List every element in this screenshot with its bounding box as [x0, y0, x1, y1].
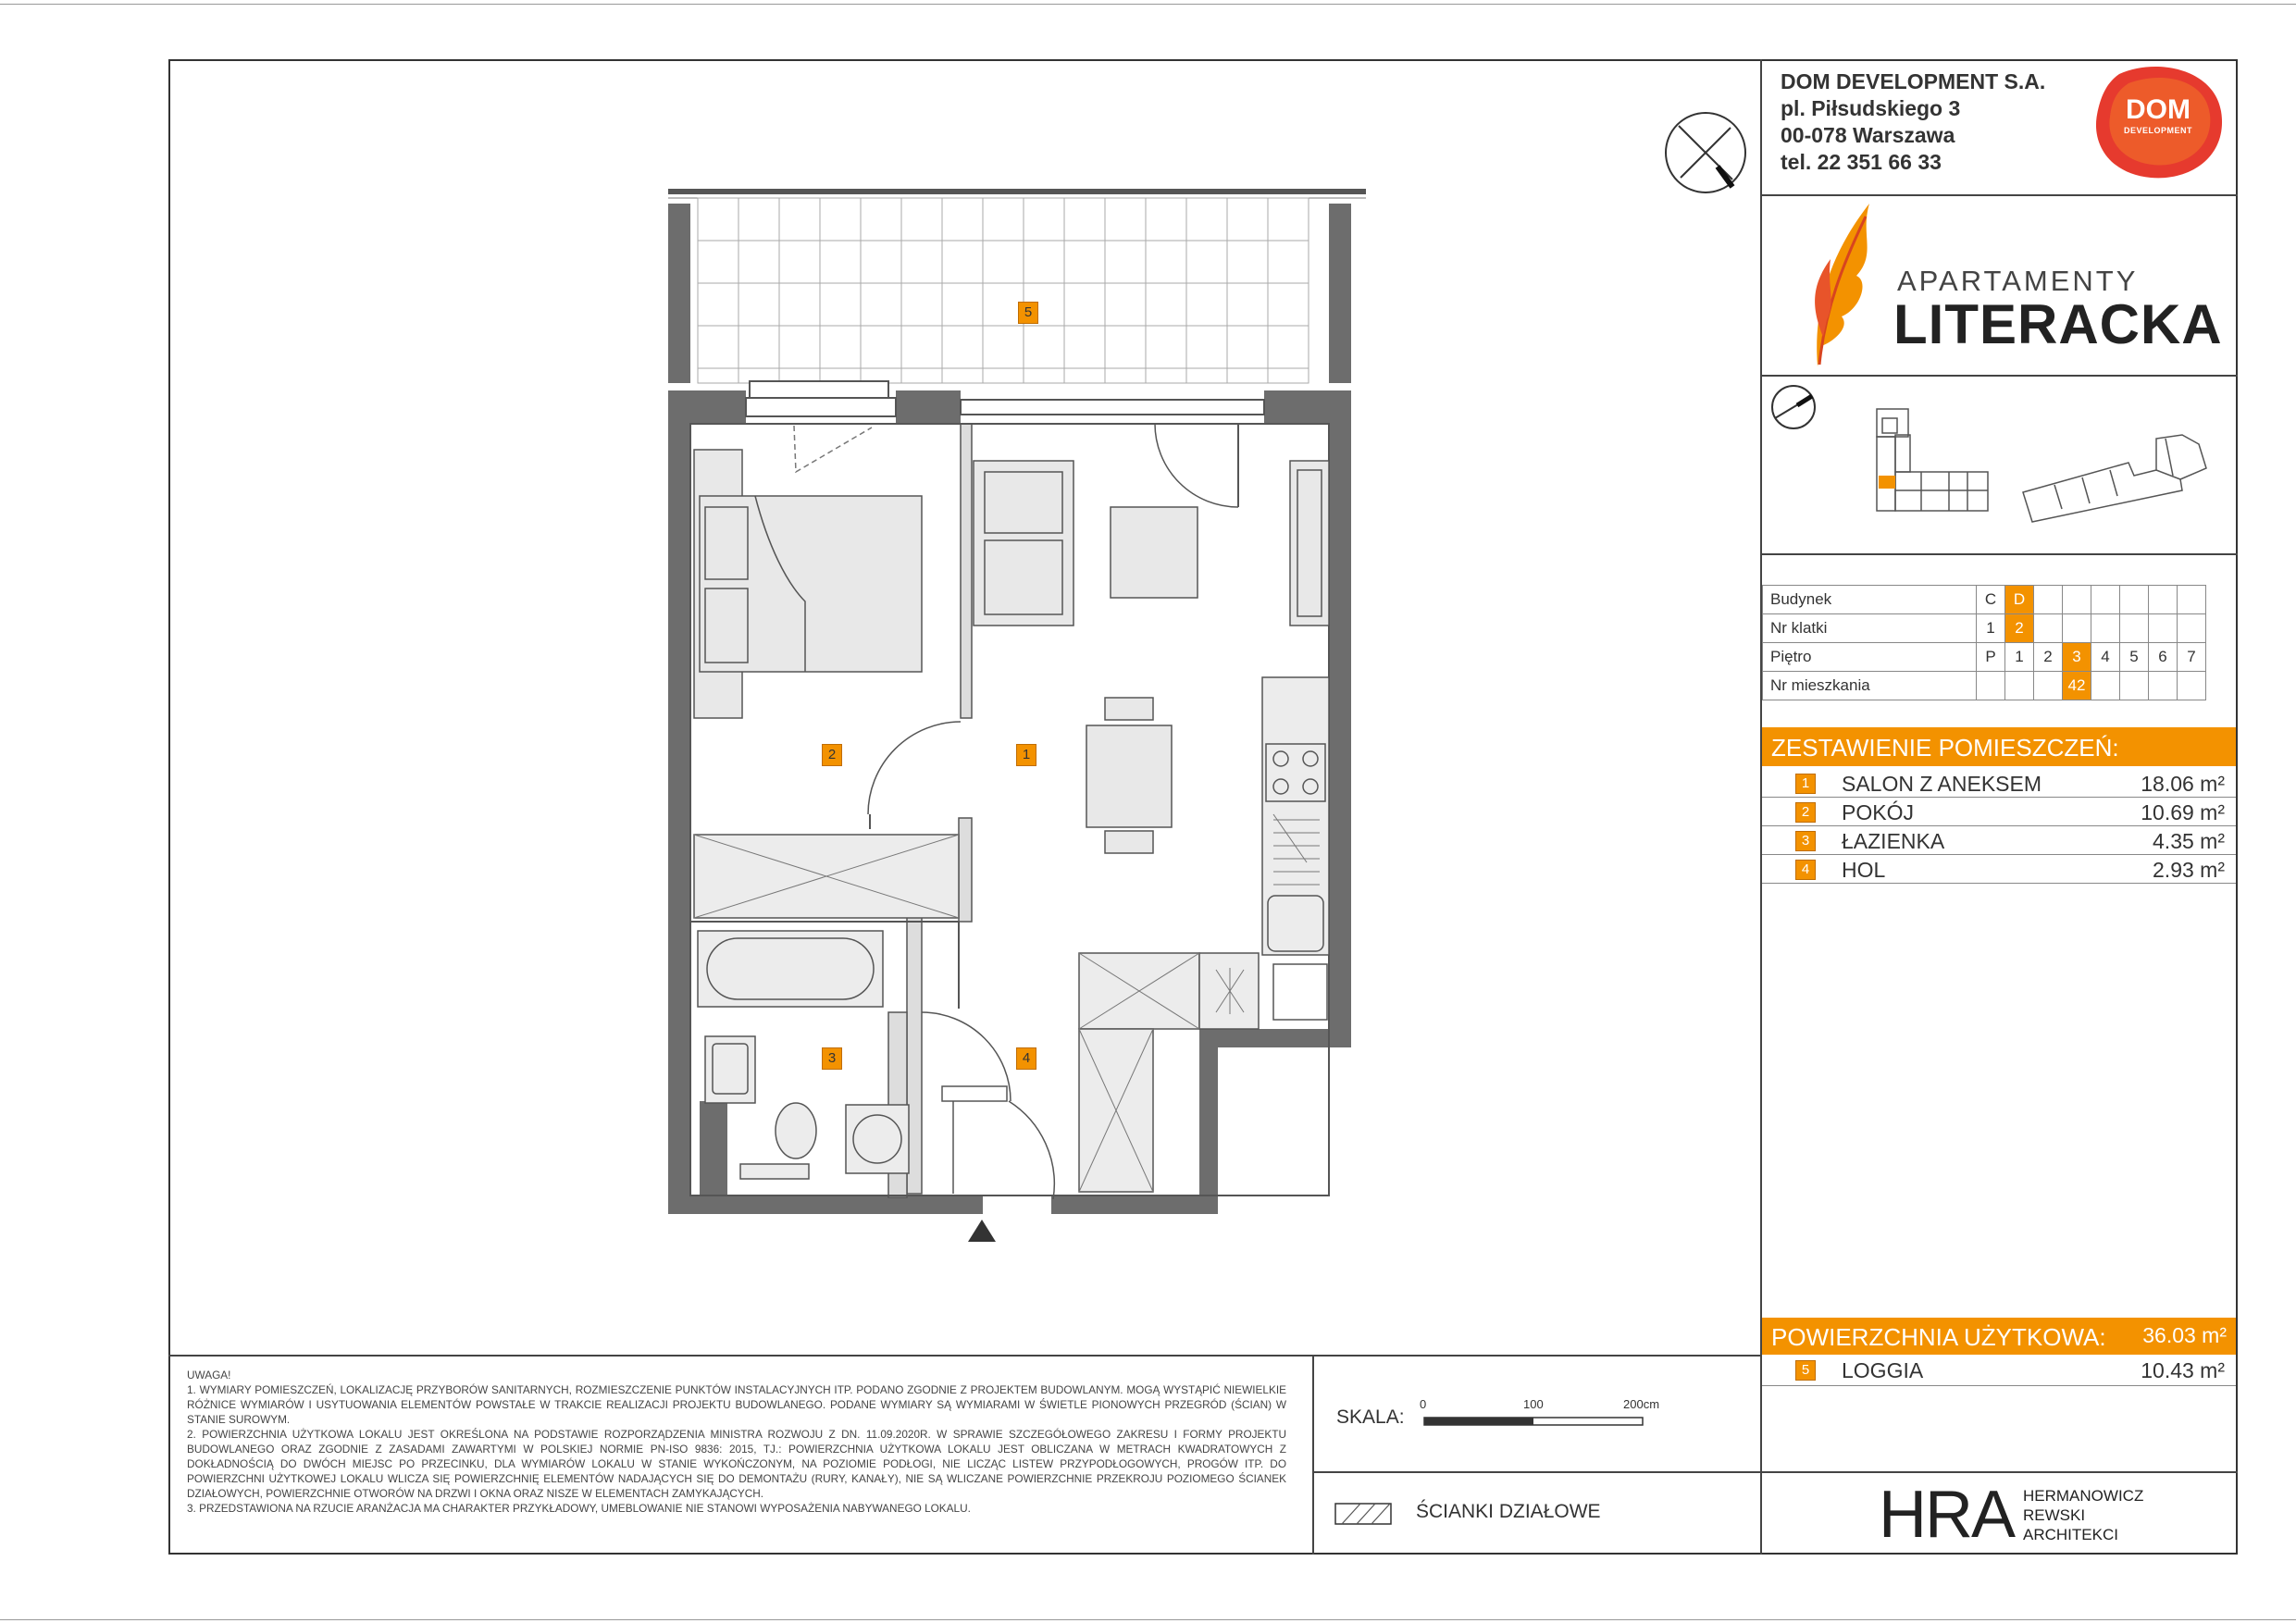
room-area: 2.93 m²: [2153, 858, 2225, 882]
row-mieszkanie: [1763, 672, 2206, 700]
company-address: [1781, 68, 2045, 176]
cell-mieszkanie-2: [2034, 672, 2063, 700]
architect-line-1: HERMANOWICZ: [2023, 1487, 2144, 1505]
room-name: HOL: [1842, 858, 1886, 882]
cell-pietro-3: 3: [2063, 643, 2091, 672]
cell-klatka-0: 1: [1977, 614, 2005, 643]
cell-mieszkanie-0: [1977, 672, 2005, 700]
floor-plan: [648, 176, 1462, 1258]
rooms-header: [1762, 727, 2236, 766]
room-row: [1764, 856, 2234, 885]
cell-pietro-2: 2: [2034, 643, 2063, 672]
room-name: POKÓJ: [1842, 800, 1914, 824]
page-bottom-line: [0, 1619, 2296, 1620]
room-num: 4: [1795, 860, 1816, 880]
usable-area-bar: [1762, 1318, 2236, 1355]
scale-legend-divider: [1312, 1471, 1762, 1473]
scale-label: SKALA:: [1336, 1406, 1405, 1428]
cell-pietro-4: 4: [2091, 643, 2120, 672]
row-pietro: [1763, 643, 2206, 672]
cell-budynek-5: [2120, 586, 2149, 614]
label-klatka: Nr klatki: [1763, 614, 1977, 643]
cell-budynek-7: [2178, 586, 2206, 614]
cell-budynek-6: [2149, 586, 2178, 614]
room-divider: [1762, 883, 2236, 884]
brand-main: LITERACKA: [1893, 293, 2223, 355]
cell-klatka-4: [2091, 614, 2120, 643]
north-arrow-icon: [1662, 109, 1749, 196]
plan-label-2: 2: [822, 744, 842, 766]
building-key-plan: [2017, 426, 2212, 527]
room-divider: [1762, 854, 2236, 855]
row-klatka: [1763, 614, 2206, 643]
room-name: ŁAZIENKA: [1842, 829, 1945, 853]
hra-logo: HRA: [1879, 1478, 2015, 1552]
notes-title: UWAGA!: [187, 1369, 231, 1381]
company-name: DOM DEVELOPMENT S.A.: [1781, 69, 2046, 93]
loggia-divider: [1762, 1385, 2236, 1386]
cell-budynek-3: [2063, 586, 2091, 614]
room-area: 4.35 m²: [2153, 829, 2225, 853]
partition-wall-label: ŚCIANKI DZIAŁOWE: [1416, 1501, 1601, 1522]
page-top-line: [0, 4, 2296, 5]
cell-mieszkanie-4: [2091, 672, 2120, 700]
label-budynek: Budynek: [1763, 586, 1977, 614]
room-area: 10.69 m²: [2141, 800, 2225, 824]
label-mieszkanie: Nr mieszkania: [1763, 672, 1977, 700]
row-budynek: [1763, 586, 2206, 614]
cell-pietro-0: P: [1977, 643, 2005, 672]
cell-pietro-1: 1: [2005, 643, 2034, 672]
cell-klatka-5: [2120, 614, 2149, 643]
title-divider-1: [1760, 194, 2238, 196]
company-street: pl. Piłsudskiego 3: [1781, 96, 1961, 120]
company-phone: tel. 22 351 66 33: [1781, 150, 1942, 174]
title-divider-2: [1760, 375, 2238, 377]
loggia-area: 10.43 m²: [2141, 1358, 2225, 1382]
scale-tick-100: 100: [1523, 1397, 1544, 1411]
architect-line-2: REWSKI: [2023, 1506, 2086, 1524]
scale-divider: [1312, 1355, 1314, 1555]
partition-wall-swatch: [1334, 1503, 1392, 1525]
rooms-header-text: ZESTAWIENIE POMIESZCZEŃ:: [1771, 734, 2119, 762]
dom-development-logo: [2091, 63, 2225, 183]
scale-tick-200: 200cm: [1623, 1397, 1660, 1411]
floor-key-plan: [1875, 407, 1990, 522]
dom-logo-sub: DEVELOPMENT: [2123, 126, 2192, 135]
title-divider-4: [1760, 1471, 2238, 1473]
note-item: 3. PRZEDSTAWIONA NA RZUCIE ARANŻACJA MA CHARAKTER PRZYKŁADOWY, UMEBLOWANIE NIE STANOWI WYPOSAŻENIA NABYWANEGO LOKALU.: [187, 1502, 971, 1515]
cell-klatka-2: [2034, 614, 2063, 643]
loggia-row: [1764, 1357, 2234, 1385]
cell-klatka-1: 2: [2005, 614, 2034, 643]
room-num: 2: [1795, 802, 1816, 823]
location-table: [1762, 585, 2206, 700]
cell-pietro-5: 5: [2120, 643, 2149, 672]
room-num: 3: [1795, 831, 1816, 851]
room-divider: [1762, 797, 2236, 798]
cell-mieszkanie-5: [2120, 672, 2149, 700]
architect-line-3: ARCHITEKCI: [2023, 1526, 2118, 1543]
loggia-num: 5: [1795, 1360, 1816, 1381]
notes-block: [187, 1368, 1286, 1516]
title-divider-3: [1760, 553, 2238, 555]
feather-icon: [1805, 198, 1888, 370]
cell-pietro-6: 6: [2149, 643, 2178, 672]
room-row: [1764, 770, 2234, 799]
cell-klatka-6: [2149, 614, 2178, 643]
scale-tick-0: 0: [1420, 1397, 1427, 1411]
architect-names: [2023, 1486, 2143, 1544]
room-row: [1764, 799, 2234, 827]
cell-mieszkanie-1: [2005, 672, 2034, 700]
brand-top: APARTAMENTY: [1897, 265, 2139, 297]
notes-divider: [168, 1355, 1762, 1357]
room-num: 1: [1795, 774, 1816, 794]
plan-label-5: 5: [1018, 302, 1038, 324]
dom-logo-main: DOM: [2126, 94, 2191, 125]
loggia-name: LOGGIA: [1842, 1358, 1924, 1382]
cell-mieszkanie-3: 42: [2063, 672, 2091, 700]
label-pietro: Piętro: [1763, 643, 1977, 672]
mini-north-arrow-icon: [1769, 383, 1818, 431]
usable-area-value: 36.03 m²: [2142, 1323, 2227, 1347]
scale-bar: [1423, 1414, 1644, 1423]
room-divider: [1762, 825, 2236, 826]
cell-budynek-4: [2091, 586, 2120, 614]
room-row: [1764, 827, 2234, 856]
cell-mieszkanie-6: [2149, 672, 2178, 700]
note-item: 1. WYMIARY POMIESZCZEŃ, LOKALIZACJĘ PRZYBORÓW SANITARNYCH, ROZMIESZCZENIE PUNKTÓW INSTALACYJNYCH ITP. PODANO ZGODNIE Z PROJEKTEM BUDOWLANYM. MOGĄ WYSTĄPIĆ NIEWIELKIE RÓŻNICE WYMIARÓW I USYTUOWANIA ELEMENTÓW POWSTAŁE W TRAKCIE REALIZACJI PROJEKTU BUDOWLANEGO. PODANE WYMIARY SĄ WYMIARAMI W ŚWIETLE PIONOWYCH PRZEGRÓD (ŚCIAN) W STANIE SUROWYM.: [187, 1383, 1286, 1426]
company-city: 00-078 Warszawa: [1781, 123, 1955, 147]
note-item: 2. POWIERZCHNIA UŻYTKOWA LOKALU JEST OKREŚLONA NA PODSTAWIE ROZPORZĄDZENIA MINISTRA ROZWOJU Z DN. 11.09.2020R. W SPRAWIE SZCZEGÓŁOWEGO ZAKRESU I FORMY PROJEKTU BUDOWLANEGO ORAZ ZGODNIE Z ZASADAMI ZAWARTYMI W POLSKIEJ NORMIE PN-ISO 9836: 2015, TJ.: POWIERZCHNIA UŻYTKOWA LOKALU JEST OBLICZANA W METRACH KWADRATOWYCH Z DOKŁADNOŚCIĄ DO DWÓCH MIEJSC PO PRZECINKU, DLA WYMIARÓW LOKALU W STANIE WYKOŃCZONYM, NA POZIOMIE PODŁOGI, NIE LICZĄC LISTEW PRZYPODŁOGOWYCH, PROGÓW ITP. DO POWIERZCHNI UŻYTKOWEJ LOKALU WLICZA SIĘ POWIERZCHNIĘ ELEMENTÓW NADAJĄCYCH SIĘ DO DEMONTAŻU (RURY, KANAŁY), NIE SĄ WLICZANE POWIERZCHNIE PRZEKROJU POZIOMEGO ŚCIANEK DZIAŁOWYCH, POWIERZCHNIE OTWORÓW NA DRZWI I OKNA ORAZ NISZE W ELEMENTACH ZAMYKAJĄCYCH.: [187, 1428, 1286, 1500]
cell-klatka-7: [2178, 614, 2206, 643]
room-name: SALON Z ANEKSEM: [1842, 772, 2042, 796]
plan-label-4: 4: [1016, 1047, 1036, 1070]
cell-mieszkanie-7: [2178, 672, 2206, 700]
cell-pietro-7: 7: [2178, 643, 2206, 672]
usable-area-label: POWIERZCHNIA UŻYTKOWA:: [1771, 1323, 2106, 1351]
cell-budynek-1: D: [2005, 586, 2034, 614]
plan-label-3: 3: [822, 1047, 842, 1070]
cell-klatka-3: [2063, 614, 2091, 643]
room-area: 18.06 m²: [2141, 772, 2225, 796]
plan-label-1: 1: [1016, 744, 1036, 766]
cell-budynek-0: C: [1977, 586, 2005, 614]
cell-budynek-2: [2034, 586, 2063, 614]
